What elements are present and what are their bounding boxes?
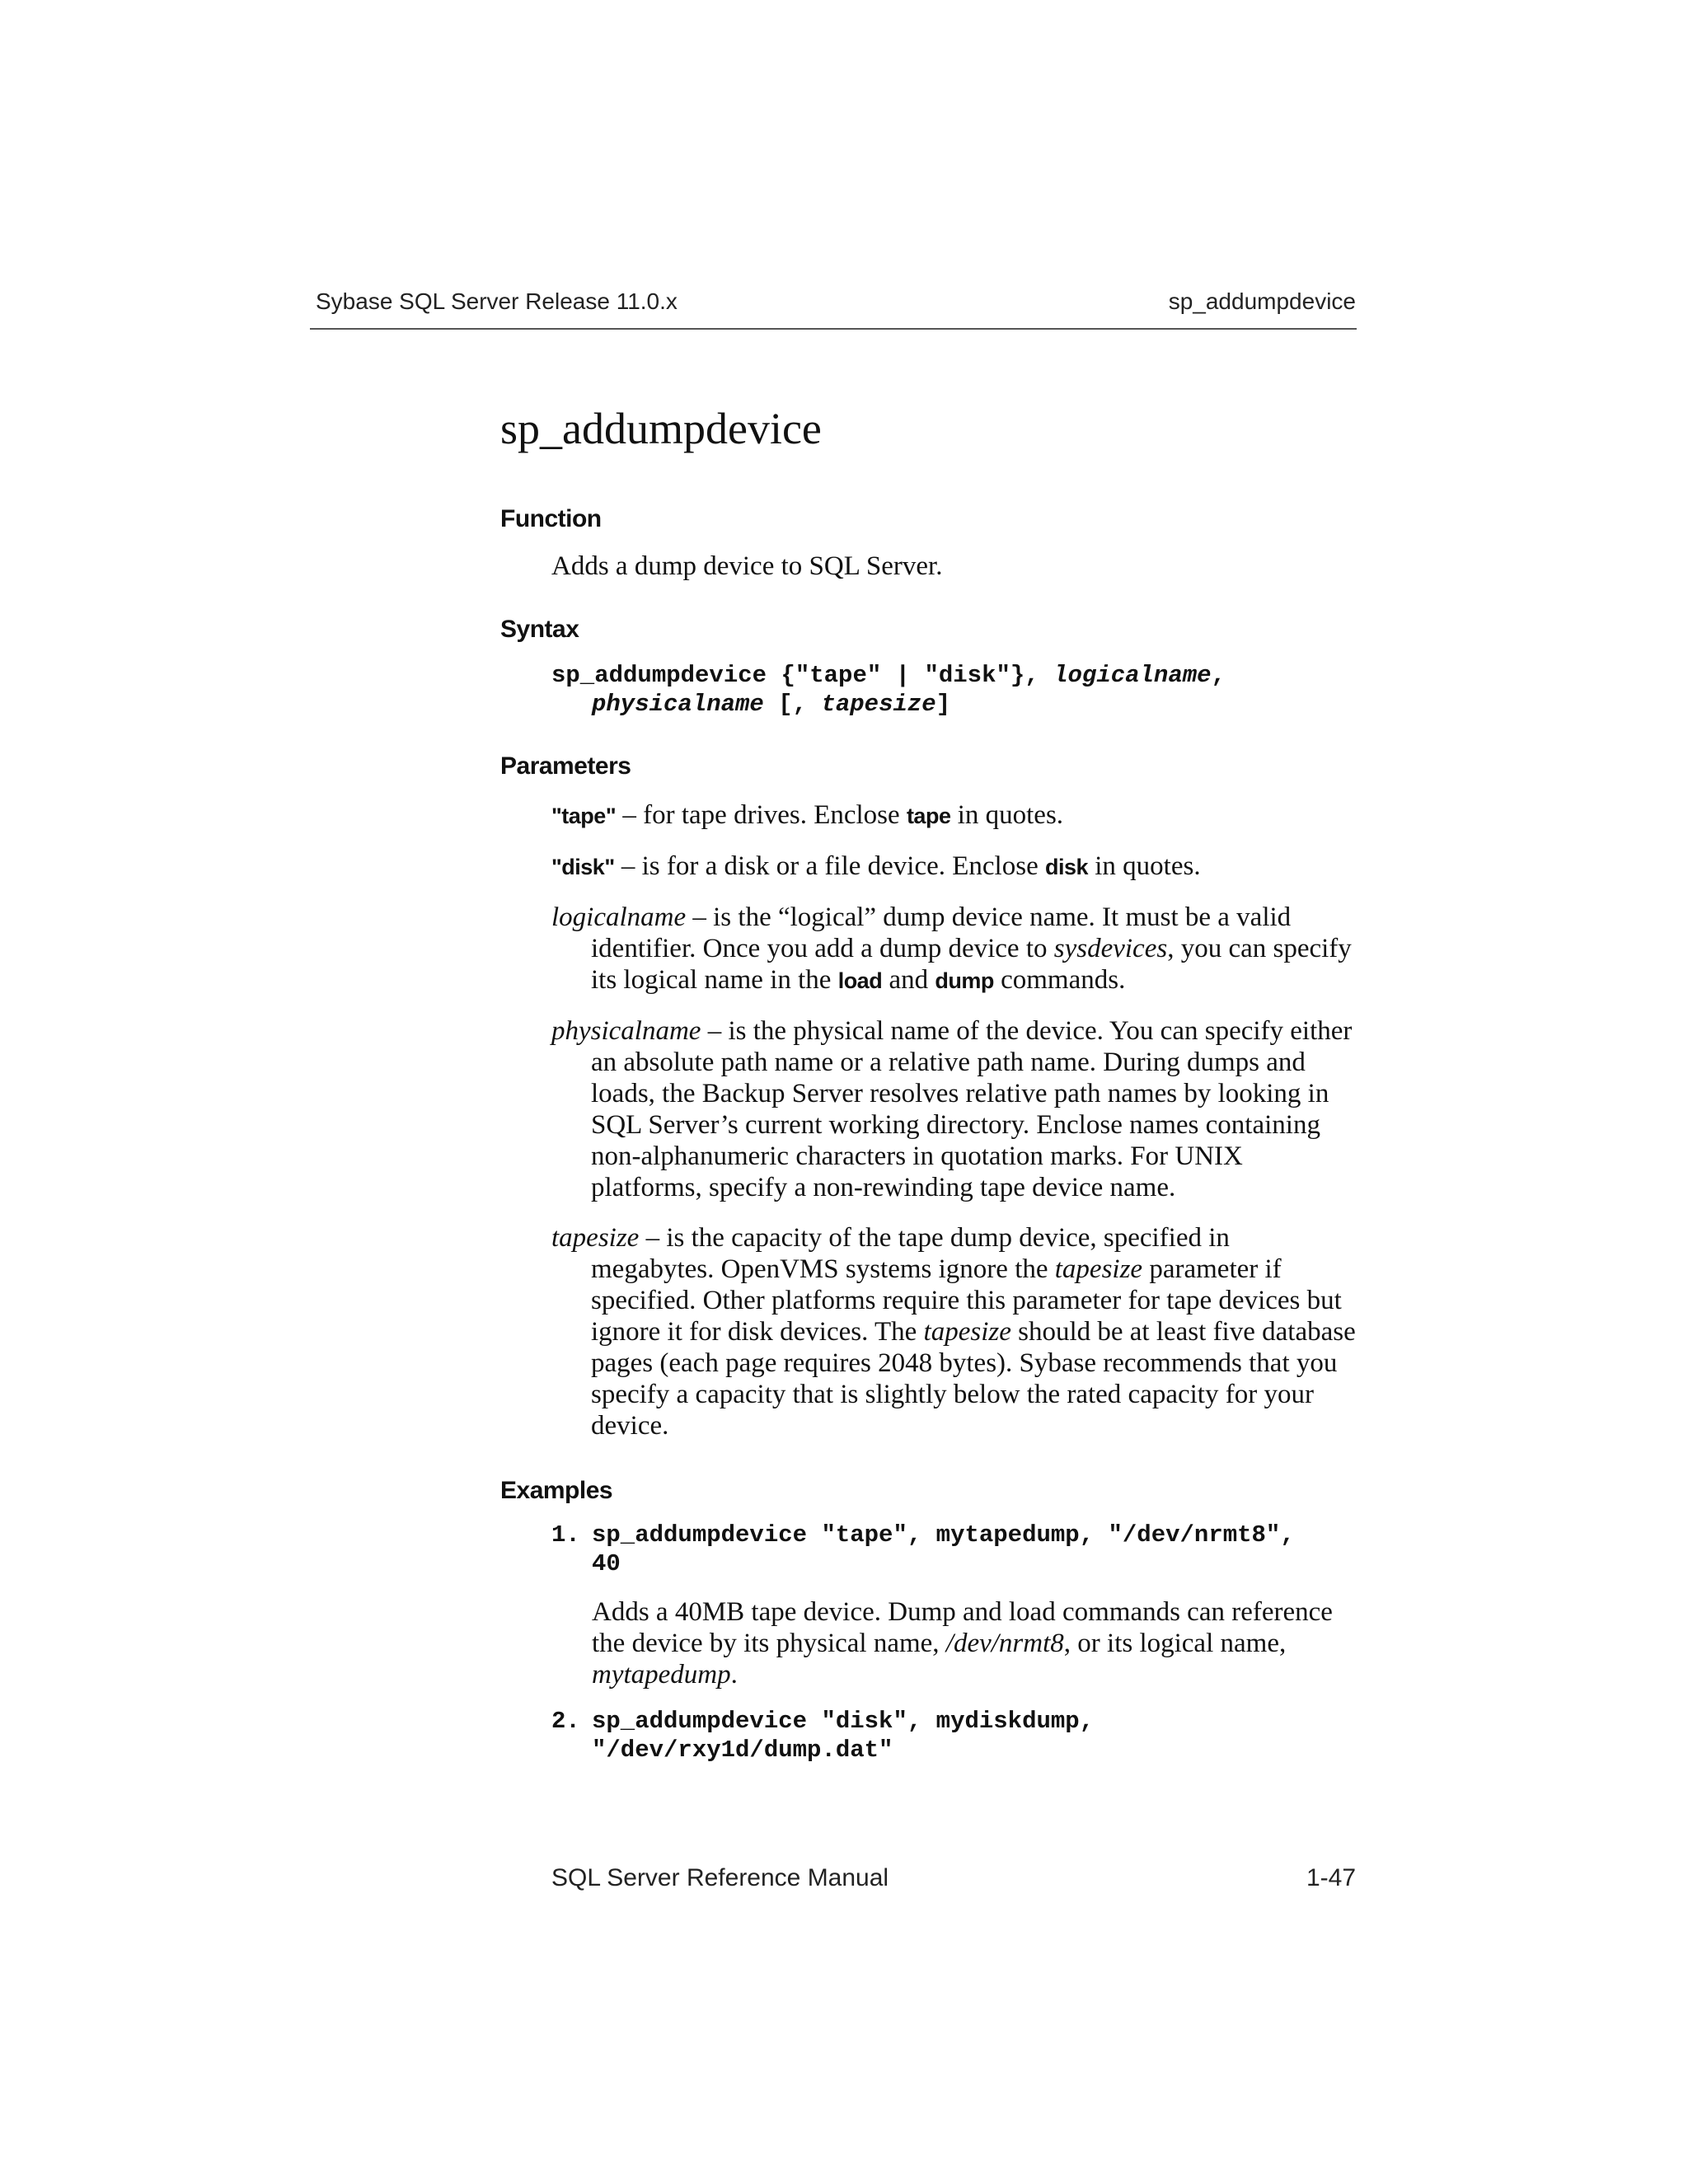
param-logicalname-desc-c: and	[882, 965, 935, 995]
syntax-optional-open: [,	[763, 691, 822, 718]
param-disk	[551, 851, 1357, 883]
example-1-code-line-2: 40	[592, 1550, 621, 1577]
example-2-number: 2.	[551, 1708, 580, 1735]
param-disk-desc-a: – is for a disk or a file device. Enclose	[614, 851, 1045, 881]
syntax-optional-close: ]	[935, 691, 951, 718]
syntax-command: sp_addumpdevice {"tape" | "disk"},	[551, 662, 1054, 689]
param-logicalname-sysdevices: sysdevices	[1053, 934, 1168, 963]
syntax-physicalname: physicalname	[592, 691, 764, 718]
example-2-code-line-1: sp_addumpdevice "disk", mydiskdump,	[592, 1708, 1095, 1735]
param-tapesize-desc-c: should be at least five database pages (each page requires 2048 bytes). Sybase recommends that you specify a capacity that is slightly below the rated capacity for your device.	[591, 1317, 1356, 1441]
header-product: Sybase SQL Server Release 11.0.x	[316, 288, 678, 314]
examples-heading: Examples	[500, 1477, 613, 1504]
param-disk-keyword: disk	[1044, 855, 1088, 879]
page-number: 1-47	[1306, 1864, 1356, 1891]
syntax-comma: ,	[1211, 662, 1226, 689]
syntax-tapesize: tapesize	[821, 691, 936, 718]
parameters-heading: Parameters	[500, 752, 631, 780]
param-tape-keyword: tape	[906, 804, 951, 828]
example-1	[551, 1521, 1357, 1690]
footer-manual-title: SQL Server Reference Manual	[551, 1864, 889, 1891]
param-tapesize-em-2: tapesize	[923, 1317, 1011, 1347]
param-tape-name: "tape"	[551, 804, 617, 828]
example-1-number: 1.	[551, 1521, 580, 1549]
example-1-description	[592, 1596, 1357, 1690]
syntax-logicalname: logicalname	[1053, 662, 1212, 689]
page-title: sp_addumpdevice	[500, 404, 822, 453]
param-physicalname	[551, 1015, 1357, 1203]
param-logicalname-desc-a: – is the “logical” dump device name. It must be a valid identifier. Once you add a dump device to	[591, 902, 1292, 963]
param-disk-name: "disk"	[551, 855, 615, 879]
param-tapesize	[551, 1222, 1357, 1441]
example-1-desc-c: .	[730, 1660, 738, 1690]
syntax-line-2	[551, 690, 1357, 719]
example-1-code-line-1: sp_addumpdevice "tape", mytapedump, "/dev/nrmt8",	[592, 1521, 1295, 1549]
param-physicalname-name: physicalname	[551, 1016, 701, 1046]
example-1-desc-b: , or its logical name,	[1063, 1629, 1287, 1658]
function-text: Adds a dump device to SQL Server.	[551, 551, 943, 581]
param-logicalname-load-keyword: load	[837, 968, 883, 993]
syntax-heading: Syntax	[500, 616, 579, 643]
example-1-desc-logical: mytapedump	[592, 1660, 731, 1690]
param-logicalname-dump-keyword: dump	[935, 968, 994, 993]
param-disk-desc-b: in quotes.	[1088, 851, 1201, 881]
function-heading: Function	[500, 505, 602, 532]
example-1-code	[551, 1521, 1357, 1578]
param-tape-desc-b: in quotes.	[950, 800, 1064, 830]
param-tapesize-desc-b: parameter if specified. Other platforms require this parameter for tape devices but ignore it for disk devices. The	[591, 1254, 1342, 1347]
example-2	[551, 1707, 1357, 1765]
param-tapesize-em-1: tapesize	[1054, 1254, 1143, 1284]
syntax-line-1	[551, 661, 1357, 690]
param-tape	[551, 799, 1357, 832]
param-logicalname-name: logicalname	[551, 902, 687, 932]
running-header	[316, 288, 1356, 315]
param-logicalname-desc-d: commands.	[993, 965, 1126, 995]
running-footer	[551, 1864, 1356, 1892]
header-rule	[310, 328, 1357, 330]
header-topic: sp_addumpdevice	[1168, 288, 1356, 314]
main-content	[500, 404, 1357, 1779]
example-2-code-line-2: "/dev/rxy1d/dump.dat"	[592, 1736, 893, 1764]
param-tapesize-desc-a: – is the capacity of the tape dump device, specified in megabytes. OpenVMS systems ignore the	[591, 1223, 1230, 1284]
param-physicalname-desc: – is the physical name of the device. You can specify either an absolute path name or a relative path name. During dumps and loads, the Backup Server resolves relative path names by looking in SQL Server’s current working directory. Enclose names containing non-alphanumeric characters in quotation marks. For UNIX platforms, specify a non-rewinding tape device name.	[591, 1016, 1353, 1202]
param-logicalname	[551, 902, 1357, 996]
syntax-block	[551, 661, 1357, 719]
example-2-code	[551, 1707, 1357, 1765]
param-tape-desc-a: – for tape drives. Enclose	[616, 800, 907, 830]
example-1-desc-path: /dev/nrmt8	[945, 1629, 1064, 1658]
param-tapesize-name: tapesize	[551, 1223, 640, 1253]
example-1-desc-a: Adds a 40MB tape device. Dump and load commands can reference the device by its physical name,	[592, 1597, 1333, 1658]
param-logicalname-desc-b: , you can specify its logical name in the	[591, 934, 1352, 995]
